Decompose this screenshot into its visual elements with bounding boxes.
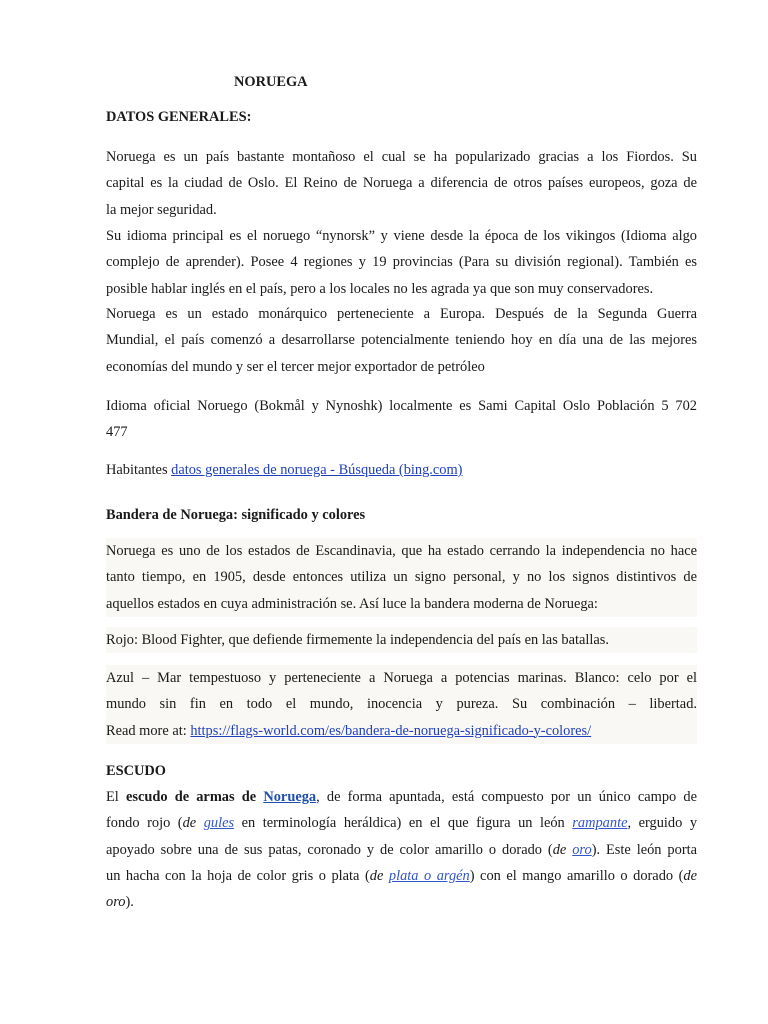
shield-heading: ESCUDO bbox=[106, 763, 166, 779]
text-line: Azul – Mar tempestuoso y perteneciente a Noruega a potencias marinas. Blanco: celo por el bbox=[106, 670, 697, 686]
habitantes-line bbox=[106, 457, 697, 483]
text-line: Noruega es un estado monárquico perteneciente a Europa. Después de la Segunda Guerra bbox=[106, 306, 697, 322]
language-paragraph bbox=[106, 223, 697, 302]
red-meaning-text: Rojo: Blood Fighter, que defiende firmemente la independencia del país en las batallas. bbox=[106, 632, 609, 648]
facts-paragraph bbox=[106, 393, 697, 446]
intro-paragraph bbox=[106, 144, 697, 223]
text-line: Noruega es uno de los estados de Escandinavia, que ha estado cerrando la independencia no hace bbox=[106, 543, 697, 559]
text-line: economías del mundo y ser el tercer mejor exportador de petróleo bbox=[106, 358, 485, 375]
flag-heading: Bandera de Noruega: significado y colores bbox=[106, 507, 366, 523]
noruega-link[interactable]: Noruega bbox=[263, 789, 317, 805]
text-line: Idioma oficial Noruego (Bokmål y Nynoshk) localmente es Sami Capital Oslo Población 5 702 bbox=[106, 398, 697, 414]
text-line: 477 bbox=[106, 424, 128, 441]
flag-paragraph bbox=[106, 538, 697, 617]
oro-link[interactable]: oro bbox=[572, 841, 592, 858]
text-line: aquellos estados en cuya administración se. Así luce la bandera moderna de Noruega: bbox=[106, 595, 598, 612]
text-line: mundo sin fin en todo el mundo, inocencia y pureza. Su combinación – libertad. bbox=[106, 696, 697, 713]
text-line: la mejor seguridad. bbox=[106, 201, 217, 218]
text-line: tanto tiempo, en 1905, desde entonces utiliza un signo personal, y no los signos distintivos de bbox=[106, 569, 697, 586]
text-line: Su idioma principal es el noruego “nynorsk” y viene desde la época de los vikingos (Idioma algo bbox=[106, 228, 697, 244]
text-line: Noruega es un país bastante montañoso el cual se ha popularizado gracias a los Fiordos. Su bbox=[106, 149, 697, 165]
page-title: NORUEGA bbox=[234, 74, 308, 90]
habitantes-label: Habitantes bbox=[106, 462, 168, 478]
read-more-line bbox=[106, 718, 697, 744]
read-more-label: Read more at: bbox=[106, 722, 187, 739]
text-line: oro). bbox=[106, 894, 134, 911]
text-line: El escudo de armas de Noruega, de forma apuntada, está compuesto por un único campo de bbox=[106, 789, 697, 805]
rampante-link[interactable]: rampante bbox=[572, 815, 628, 832]
plata-link[interactable]: plata o argén bbox=[388, 867, 470, 884]
coat-of-arms-term: escudo de armas de bbox=[125, 789, 257, 805]
bing-search-link[interactable]: datos generales de noruega - Búsqueda (bing.com) bbox=[171, 462, 463, 478]
text-line: posible hablar inglés en el país, pero a los locales no les agrada ya que son muy conservadores. bbox=[106, 280, 654, 297]
shield-paragraph bbox=[106, 784, 697, 915]
red-meaning bbox=[106, 627, 697, 653]
text-line: fondo rojo (de gules en terminología heráldica) en el que figura un león rampante, erguido y bbox=[106, 815, 698, 832]
text-line: capital es la ciudad de Oslo. El Reino de Noruega a diferencia de otros países europeos, goza de bbox=[106, 175, 697, 192]
text-line: apoyado sobre una de sus patas, coronado y de color amarillo o dorado (de oro). Este león porta bbox=[106, 841, 697, 858]
flags-world-link[interactable]: https://flags-world.com/es/bandera-de-noruega-significado-y-colores/ bbox=[190, 722, 592, 739]
state-paragraph bbox=[106, 301, 697, 380]
text-line: un hacha con la hoja de color gris o plata (de plata o argén) con el mango amarillo o dorado (de bbox=[106, 867, 697, 884]
blue-meaning-paragraph bbox=[106, 665, 697, 744]
gules-link[interactable]: gules bbox=[203, 815, 235, 832]
text-line: complejo de aprender). Posee 4 regiones y 19 provincias (Para su división regional). También es bbox=[106, 254, 697, 271]
text-line: Mundial, el país comenzó a desarrollarse potencialmente teniendo hoy en día una de las mejores bbox=[106, 332, 697, 349]
general-heading: DATOS GENERALES: bbox=[106, 109, 252, 125]
